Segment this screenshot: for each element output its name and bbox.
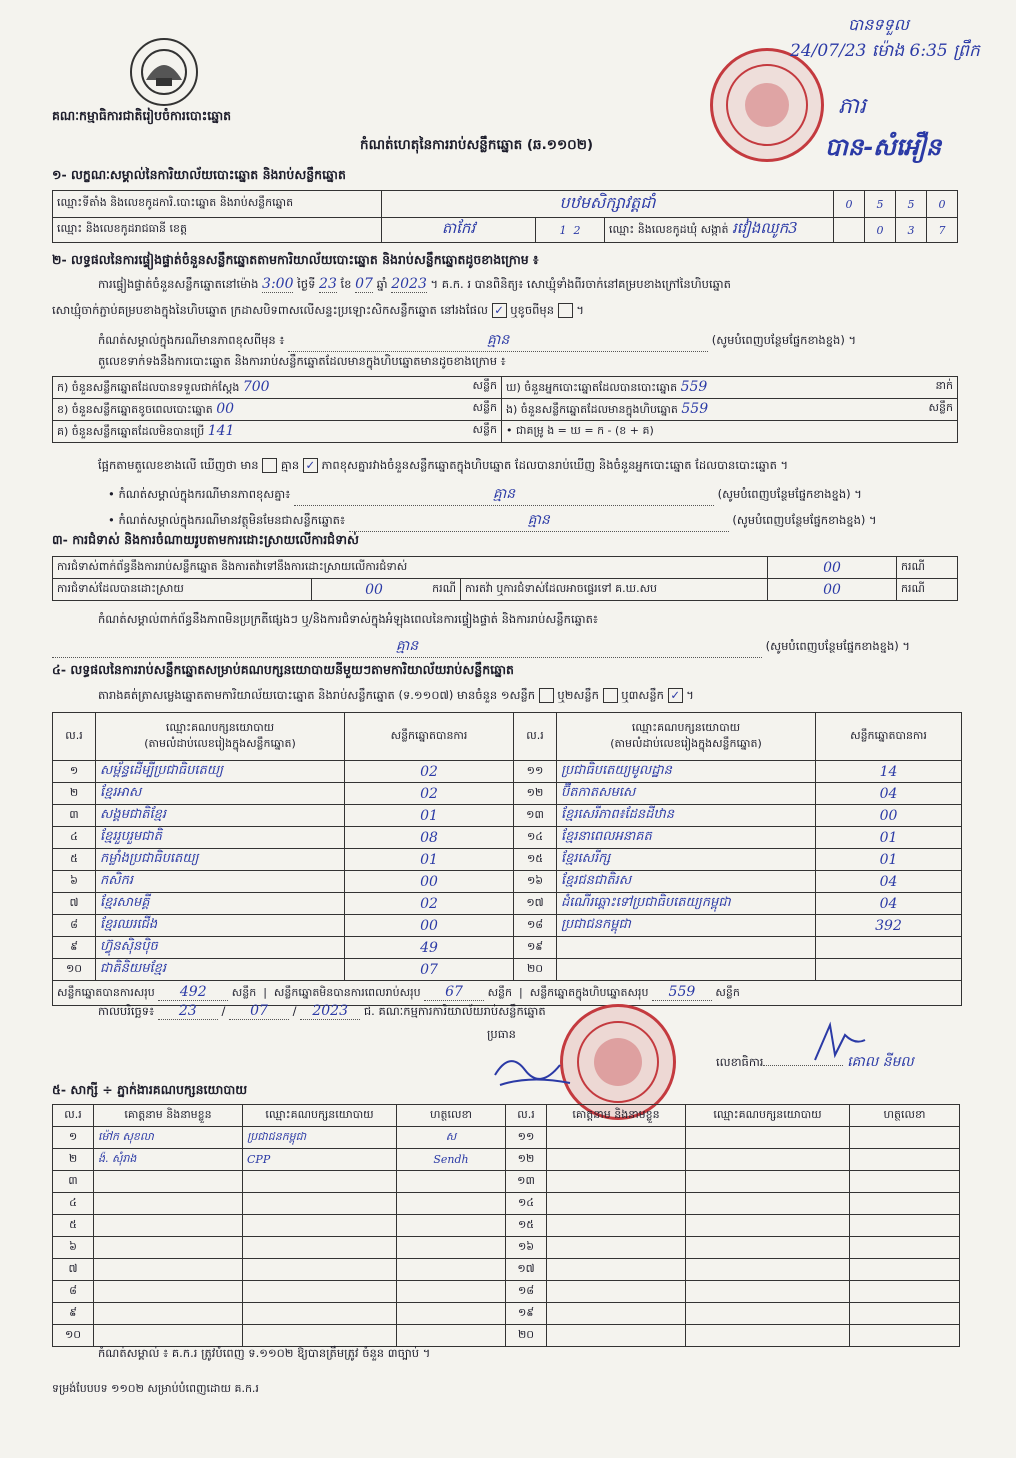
witness-signature bbox=[397, 1171, 506, 1193]
witness-party bbox=[243, 1237, 397, 1259]
totals-row: សន្លឹកឆ្នោតបានការសរុប 492 សន្លឹក | សន្លឹកឆ្នោតមិនបានការពេលរាប់សរុប 67 សន្លឹក | សន្លឹកឆ្នោតក្នុងហិបឆ្នោតសរុប 559 សន្លឹក bbox=[53, 981, 962, 1006]
party-row: ៩ ហ៊្វុនស៊ិនប៉ិច 49 ១៩ bbox=[53, 937, 962, 959]
party-votes: 02 bbox=[345, 783, 514, 805]
damaged-checkbox[interactable] bbox=[558, 303, 573, 318]
witness-table: ល.រ គោត្តនាម និងនាមខ្លួន ឈ្មោះគណបក្សនយោបាយ ហត្ថលេខា ល.រ គោត្តនាម និងនាមខ្លួន ឈ្មោះគណបក្សនយោបាយ ហត្ថលេខា ១ ម៉ៅក សុខលា ប្រជាជនកម្ពុជា ស ១១ ២ ង៉. សុំរាង CPP Sendh ១២ ៣ ១៣ ៤ ១៤ ៥ ១៥ ៦ ១៦ ៧ ១៧ ៨ ១៨ ៩ ១៩ ១០ ២០ bbox=[52, 1104, 960, 1347]
witness-row: ២ ង៉. សុំរាង CPP Sendh ១២ bbox=[53, 1149, 960, 1171]
witness-name bbox=[94, 1259, 243, 1281]
witness-signature bbox=[397, 1193, 506, 1215]
commune-label: ឈ្មោះ និងលេខកូដឃុំ សង្កាត់ bbox=[609, 223, 729, 236]
station-code-2: 5 bbox=[865, 191, 896, 218]
witness-row: ៦ ១៦ bbox=[53, 1237, 960, 1259]
foreign-object-bullet: • កំណត់សម្គាល់ក្នុងករណីមានវត្ថុមិនមែនជាសន្លឹកឆ្នោត៖ គ្មាន (សូមបំពេញបន្ថែមផ្នែកខាងខ្នង) ។ bbox=[108, 510, 958, 532]
complaints-value: 00 bbox=[768, 557, 897, 579]
party-votes: 14 bbox=[816, 761, 962, 783]
party-row: ៥ កម្លាំងប្រជាធិបតេយ្យ 01 ១៥ ខ្មែរសេរីក្ស 01 bbox=[53, 849, 962, 871]
witness-row: ៤ ១៤ bbox=[53, 1193, 960, 1215]
witness-signature bbox=[397, 1215, 506, 1237]
party-name: ខ្មែររួបរួមជាតិ bbox=[96, 827, 345, 849]
province-code: 1 2 bbox=[536, 218, 605, 243]
irregularity-note: គ្មាន (សូមបំពេញបន្ថែមផ្នែកខាងខ្នង) ។ bbox=[52, 636, 958, 658]
witness-party bbox=[243, 1281, 397, 1303]
complaints-label: ការជំទាស់ពាក់ព័ន្ធនឹងការរាប់សន្លឹកឆ្នោត និងការតវ៉ាទៅនឹងការដោះស្រាយលើការជំទាស់ bbox=[53, 557, 768, 579]
intact-checkbox[interactable]: ✓ bbox=[492, 303, 507, 318]
resolved-value: 00 ករណី bbox=[312, 579, 461, 601]
witness-name bbox=[94, 1237, 243, 1259]
party-votes: 00 bbox=[345, 915, 514, 937]
section1-table bbox=[52, 190, 958, 243]
party-row: ៦ កសិករ 00 ១៦ ខ្មែរជនជាតិរស 04 bbox=[53, 871, 962, 893]
commune-code-1: 0 bbox=[865, 218, 896, 243]
party-votes: 04 bbox=[816, 783, 962, 805]
total-invalid: 67 bbox=[424, 984, 484, 1001]
party-name: ហ៊្វុនស៊ិនប៉ិច bbox=[96, 937, 345, 959]
party-name: ប្រជាជនកម្ពុជា bbox=[557, 915, 816, 937]
witness-name bbox=[94, 1325, 243, 1347]
witness-signature bbox=[397, 1325, 506, 1347]
station-code-1: 0 bbox=[834, 191, 865, 218]
party-name: ប្រជាធិបតេយ្យមូលដ្ឋាន bbox=[557, 761, 816, 783]
two-sheet-checkbox[interactable] bbox=[603, 688, 618, 703]
commune-code-2: 3 bbox=[896, 218, 927, 243]
witness-row: ៧ ១៧ bbox=[53, 1259, 960, 1281]
irregularity-note-label: កំណត់សម្គាល់ពាក់ព័ន្ធនឹងភាពមិនប្រក្រតីផ្សេងៗ ឬ/និងការជំទាស់ក្នុងអំឡុងពេលនៃការផ្ទៀងផ្ទាត់ និងការរាប់សន្លឹកឆ្នោត៖ bbox=[98, 612, 598, 626]
section4-heading: ៤- លទ្ធផលនៃការរាប់សន្លឹកឆ្នោតសម្រាប់គណបក្សនយោបាយនីមួយៗតាមការិយាល័យរាប់សន្លឹកឆ្នោត bbox=[52, 662, 514, 677]
received-name: បាន-សំអឿន bbox=[825, 132, 942, 161]
form-note: ទម្រង់បែបបទ ១១០២ សម្រាប់បំពេញដោយ គ.ក.រ bbox=[52, 1382, 259, 1395]
station-name-value: បឋមសិក្សាវត្តជាំ bbox=[382, 191, 834, 218]
witness-row: ៥ ១៥ bbox=[53, 1215, 960, 1237]
province-label: ឈ្មោះ និងលេខកូដរាជធានី ខេត្ត bbox=[53, 218, 382, 243]
witness-signature bbox=[397, 1281, 506, 1303]
witness-signature: ស bbox=[397, 1127, 506, 1149]
referred-label: ការតវ៉ា ឬការជំទាស់ដែលអាចផ្ទេរទៅ គ.ឃ.សប bbox=[461, 579, 768, 601]
witness-party bbox=[243, 1215, 397, 1237]
party-votes: 392 bbox=[816, 915, 962, 937]
party-name bbox=[557, 959, 816, 981]
party-name: ប៊ីតកាតសមសេ bbox=[557, 783, 816, 805]
witness-party: ប្រជាជនកម្ពុជា bbox=[243, 1127, 397, 1149]
difference-bullet: • កំណត់សម្គាល់ក្នុងករណីមានភាពខុសគ្នា៖ គ្មាន (សូមបំពេញបន្ថែមផ្នែកខាងខ្នង) ។ bbox=[108, 484, 958, 506]
witness-signature bbox=[397, 1303, 506, 1325]
witness-row: ៨ ១៨ bbox=[53, 1281, 960, 1303]
witness-name bbox=[94, 1281, 243, 1303]
witness-name: ម៉ៅក សុខលា bbox=[94, 1127, 243, 1149]
party-votes: 00 bbox=[345, 871, 514, 893]
witness-party bbox=[243, 1303, 397, 1325]
party-votes: 04 bbox=[816, 893, 962, 915]
station-code-3: 5 bbox=[896, 191, 927, 218]
party-row: ១០ ជាតិនិយមខ្មែរ 07 ២០ bbox=[53, 959, 962, 981]
section1-heading: ១- លក្ខណៈសម្គាល់នៃការិយាល័យបោះឆ្នោត និងរាប់សន្លឹកឆ្នោត bbox=[52, 167, 346, 182]
party-name: ខ្មែរនាពេលអនាគត bbox=[557, 827, 816, 849]
party-name: ខ្មែរសេរីក្ស bbox=[557, 849, 816, 871]
party-results-table: ល.រ ឈ្មោះគណបក្សនយោបាយ (តាមលំដាប់លេខរៀងក្នុងសន្លឹកឆ្នោត) សន្លឹកឆ្នោតបានការ ល.រ ឈ្មោះគណបក្សនយោបាយ (តាមលំដាប់លេខរៀងក្នុងសន្លឹកឆ្នោត) សន្លឹកឆ្នោតបានការ ១ សម្ព័ន្ធដើម្បីប្រជាធិបតេយ្យ 02 ១១ ប្រជាធិបតេយ្យមូលដ្ឋាន 14 ២ ខ្មែរអាស 02 ១២ ប៊ីតកាតសមសេ 04 ៣ សង្គមជាតិខ្មែរ 01 ១៣ ខ្មែរសេរីភាព៖ដែនដីឋាន 00 ៤ ខ្មែររួបរួមជាតិ 08 ១៤ ខ្មែរនាពេលអនាគត 01 ៥ កម្លាំងប្រជាធិបតេយ្យ 01 ១៥ ខ្មែរសេរីក្ស 01 ៦ កសិករ 00 ១៦ ខ្មែរជនជាតិរស 04 ៧ ខ្មែរសាមគ្គី 02 ១៧ ដំណើរឆ្ពោះទៅប្រជាធិបតេយ្យកម្ពុជា 04 ៨ ខ្មែរឈរជើង 00 ១៨ ប្រជាជនកម្ពុជា 392 ៩ ហ៊្វុនស៊ិនប៉ិច 49 ១៩ ១០ ជាតិនិយមខ្មែរ 07 ២០ សន្លឹកឆ្នោតបានការសរុប 492 សន្លឹក | សន្លឹកឆ្នោតមិនបានការពេលរាប់សរុប 67 សន្លឹក | សន្លឹកឆ្នោតក្នុងហិបឆ្នោតសរុប 559 សន្លឹក bbox=[52, 712, 962, 1006]
party-row: ៧ ខ្មែរសាមគ្គី 02 ១៧ ដំណើរឆ្ពោះទៅប្រជាធិបតេយ្យកម្ពុជា 04 bbox=[53, 893, 962, 915]
party-name: ជាតិនិយមខ្មែរ bbox=[96, 959, 345, 981]
referred-value: 00 bbox=[768, 579, 897, 601]
party-votes: 01 bbox=[345, 805, 514, 827]
party-name: ខ្មែរសាមគ្គី bbox=[96, 893, 345, 915]
section5-heading: ៥- សាក្សី ÷ ភ្នាក់ងារគណបក្សនយោបាយ bbox=[52, 1082, 248, 1097]
received-seal bbox=[710, 48, 824, 162]
one-sheet-checkbox[interactable] bbox=[539, 688, 554, 703]
party-name bbox=[557, 937, 816, 959]
committee-name: គណៈកម្មាធិការជាតិរៀបចំការបោះឆ្នោត bbox=[52, 108, 232, 123]
footer-note: កំណត់សម្គាល់ ៖ គ.ក.រ ត្រូវបំពេញ ទ.១១០២ ឱ្យបានត្រឹមត្រូវ ចំនួន ៣ច្បាប់ ។ bbox=[98, 1346, 431, 1360]
party-votes: 49 bbox=[345, 937, 514, 959]
total-valid: 492 bbox=[158, 984, 228, 1001]
witness-party bbox=[243, 1259, 397, 1281]
received-datetime: 24/07/23 ម៉ោង 6:35 ព្រឹក bbox=[790, 41, 980, 61]
witness-signature: Sendh bbox=[397, 1149, 506, 1171]
figures-row-a: ក) ចំនួនសន្លឹកឆ្នោតដែលបានទទួលជាក់ស្តែង 700 សន្លឹក ឃ) ចំនួនអ្នកបោះឆ្នោតដែលបានបោះឆ្នោត 559 នាក់ bbox=[53, 377, 958, 399]
tally-sheet-line: តារាងគត់ត្រាសម្លេងឆ្នោតតាមការិយាល័យបោះឆ្នោត និងរាប់សន្លឹកឆ្នោត (ទ.១១០៧) មានចំនួន ១សន្លឹក ឬ២សន្លឹក ឬ៣សន្លឹក ✓ ។ bbox=[98, 688, 694, 702]
verification-time: 3:00 bbox=[262, 276, 294, 292]
party-name: កម្លាំងប្រជាធិបតេយ្យ bbox=[96, 849, 345, 871]
secretary-line: លេខាធិការ គោល នីមល bbox=[716, 1054, 914, 1070]
party-name: សម្ព័ន្ធដើម្បីប្រជាធិបតេយ្យ bbox=[96, 761, 345, 783]
received-note: បានទទួល bbox=[848, 15, 909, 34]
section2-heading: ២- លទ្ធផលនៃការផ្ទៀងផ្ទាត់ចំនួនសន្លឹកឆ្នោតតាមការិយាល័យបោះឆ្នោត និងរាប់សន្លឹកឆ្នោតដូចខាងក្រោម ៖ bbox=[52, 252, 539, 267]
chair-label: ប្រធាន bbox=[487, 1027, 516, 1041]
no-difference-checkbox[interactable]: ✓ bbox=[303, 458, 318, 473]
nec-logo bbox=[130, 38, 198, 106]
party-name: ខ្មែរអាស bbox=[96, 783, 345, 805]
witness-party bbox=[243, 1193, 397, 1215]
has-difference-checkbox[interactable] bbox=[262, 458, 277, 473]
witness-signature bbox=[397, 1259, 506, 1281]
party-row: ៤ ខ្មែររួបរួមជាតិ 08 ១៤ ខ្មែរនាពេលអនាគត 01 bbox=[53, 827, 962, 849]
witness-row: ១០ ២០ bbox=[53, 1325, 960, 1347]
chair-signature-icon bbox=[490, 1045, 580, 1095]
party-row: ៣ សង្គមជាតិខ្មែរ 01 ១៣ ខ្មែរសេរីភាព៖ដែនដីឋាន 00 bbox=[53, 805, 962, 827]
three-sheet-checkbox[interactable]: ✓ bbox=[668, 688, 683, 703]
resolved-label: ការជំទាស់ដែលបានដោះស្រាយ bbox=[53, 579, 312, 601]
secretary-signature-icon bbox=[810, 1020, 870, 1065]
figures-intro: តួលេខទាក់ទងនឹងការបោះឆ្នោត និងការរាប់សន្លឹកឆ្នោតដែលមានក្នុងហិបឆ្នោតមានដូចខាងក្រោម ៖ bbox=[98, 354, 506, 368]
party-name: សង្គមជាតិខ្មែរ bbox=[96, 805, 345, 827]
figures-table bbox=[52, 376, 958, 443]
witness-row: ៩ ១៩ bbox=[53, 1303, 960, 1325]
commune-code-3: 7 bbox=[927, 218, 958, 243]
page-title: កំណត់ហេតុនៃការរាប់សន្លឹកឆ្នោត (ឆ.១១០២) bbox=[360, 137, 594, 153]
party-votes: 07 bbox=[345, 959, 514, 981]
complaints-table: ការជំទាស់ពាក់ព័ន្ធនឹងការរាប់សន្លឹកឆ្នោត និងការតវ៉ាទៅនឹងការដោះស្រាយលើការជំទាស់ 00 ករណី ការជំទាស់ដែលបានដោះស្រាយ 00 ករណី ការតវ៉ា ឬការជំទាស់ដែលអាចផ្ទេរទៅ គ.ឃ.សប 00 ករណី bbox=[52, 556, 958, 601]
witness-party bbox=[243, 1325, 397, 1347]
party-votes: 01 bbox=[345, 849, 514, 871]
total-in-box: 559 bbox=[652, 984, 712, 1001]
party-votes: 00 bbox=[816, 805, 962, 827]
party-row: ១ សម្ព័ន្ធដើម្បីប្រជាធិបតេយ្យ 02 ១១ ប្រជាធិបតេយ្យមូលដ្ឋាន 14 bbox=[53, 761, 962, 783]
witness-row: ១ ម៉ៅក សុខលា ប្រជាជនកម្ពុជា ស ១១ bbox=[53, 1127, 960, 1149]
party-votes: 02 bbox=[345, 893, 514, 915]
party-votes: 01 bbox=[816, 849, 962, 871]
verification-line: ការផ្ទៀងផ្ទាត់ចំនួនសន្លឹកឆ្នោតនៅម៉ោង 3:00 ថ្ងៃទី 23 ខែ 07 ឆ្នាំ 2023 ។ គ.ក. រ បានពិនិត្យ៖ សោឃ្មុំទាំងពីរចាក់នៅគម្របខាងក្រៅនៃហិបឆ្នោត bbox=[98, 276, 731, 292]
received-signature: ភារ bbox=[838, 94, 866, 119]
witness-name bbox=[94, 1171, 243, 1193]
witness-name bbox=[94, 1215, 243, 1237]
commune-value: រវៀងឈូក3 bbox=[732, 219, 798, 237]
party-votes: 04 bbox=[816, 871, 962, 893]
date-line: កាលបរិច្ឆេទ៖ 23 / 07 / 2023 ជ. គណៈកម្មការការិយាល័យរាប់សន្លឹកឆ្នោត bbox=[98, 1003, 546, 1019]
compare-line: ផ្អែកតាមតួលេខខាងលើ ឃើញថា មាន គ្មាន ✓ ភាពខុសគ្នារវាងចំនួនសន្លឹកឆ្នោតក្នុងហិបឆ្នោត ដែលបានរាប់ឃើញ និងចំនួនអ្នកបោះឆ្នោត ដែលបានបោះឆ្នោត ។ bbox=[98, 458, 789, 472]
witness-name bbox=[94, 1193, 243, 1215]
witness-name: ង៉. សុំរាង bbox=[94, 1149, 243, 1171]
party-row: ២ ខ្មែរអាស 02 ១២ ប៊ីតកាតសមសេ 04 bbox=[53, 783, 962, 805]
figures-row-b: ខ) ចំនួនសន្លឹកឆ្នោតខូចពេលបោះឆ្នោត 00 សន្លឹក ង) ចំនួនសន្លឹកឆ្នោតដែលមានក្នុងហិបឆ្នោត 559 សន្លឹក bbox=[53, 399, 958, 421]
party-votes: 01 bbox=[816, 827, 962, 849]
province-value: តាកែវ bbox=[382, 218, 536, 243]
difference-note: កំណត់សម្គាល់ក្នុងករណីមានភាពខុសពីមុន ៖ គ្មាន (សូមបំពេញបន្ថែមផ្នែកខាងខ្នង) ។ bbox=[98, 330, 958, 352]
party-name: ខ្មែរសេរីភាព៖ដែនដីឋាន bbox=[557, 805, 816, 827]
party-votes: 02 bbox=[345, 761, 514, 783]
party-row: ៨ ខ្មែរឈរជើង 00 ១៨ ប្រជាជនកម្ពុជា 392 bbox=[53, 915, 962, 937]
witness-signature bbox=[397, 1237, 506, 1259]
party-name: ខ្មែរឈរជើង bbox=[96, 915, 345, 937]
witness-party: CPP bbox=[243, 1149, 397, 1171]
party-votes bbox=[816, 937, 962, 959]
party-name: ខ្មែរជនជាតិរស bbox=[557, 871, 816, 893]
section3-heading: ៣- ការជំទាស់ និងការចំណាយរូបតាមការដោះស្រាយលើការជំទាស់ bbox=[52, 532, 359, 547]
party-name: កសិករ bbox=[96, 871, 345, 893]
figures-row-c: គ) ចំនួនសន្លឹកឆ្នោតដែលមិនបានប្រើ 141 សន្លឹក • ជាគម្រូ ង = ឃ = ក - (ខ + គ) bbox=[53, 421, 958, 443]
witness-party bbox=[243, 1171, 397, 1193]
party-votes bbox=[816, 959, 962, 981]
party-votes: 08 bbox=[345, 827, 514, 849]
party-name: ដំណើរឆ្ពោះទៅប្រជាធិបតេយ្យកម្ពុជា bbox=[557, 893, 816, 915]
seal-check-line: សោឃ្មុំចាក់ភ្ជាប់គម្របខាងក្នុងនៃហិបឆ្នោត ក្រដាសបិទពាសលើសន្ទះប្រឡោះសិកសន្លឹកឆ្នោត នៅរងផែល ✓ ឬខូចពីមុន ។ bbox=[52, 303, 584, 317]
witness-name bbox=[94, 1303, 243, 1325]
station-code-4: 0 bbox=[927, 191, 958, 218]
witness-row: ៣ ១៣ bbox=[53, 1171, 960, 1193]
station-name-label: ឈ្មោះទីតាំង និងលេខកូដការិ.បោះឆ្នោត និងរាប់សន្លឹកឆ្នោត bbox=[53, 191, 382, 218]
